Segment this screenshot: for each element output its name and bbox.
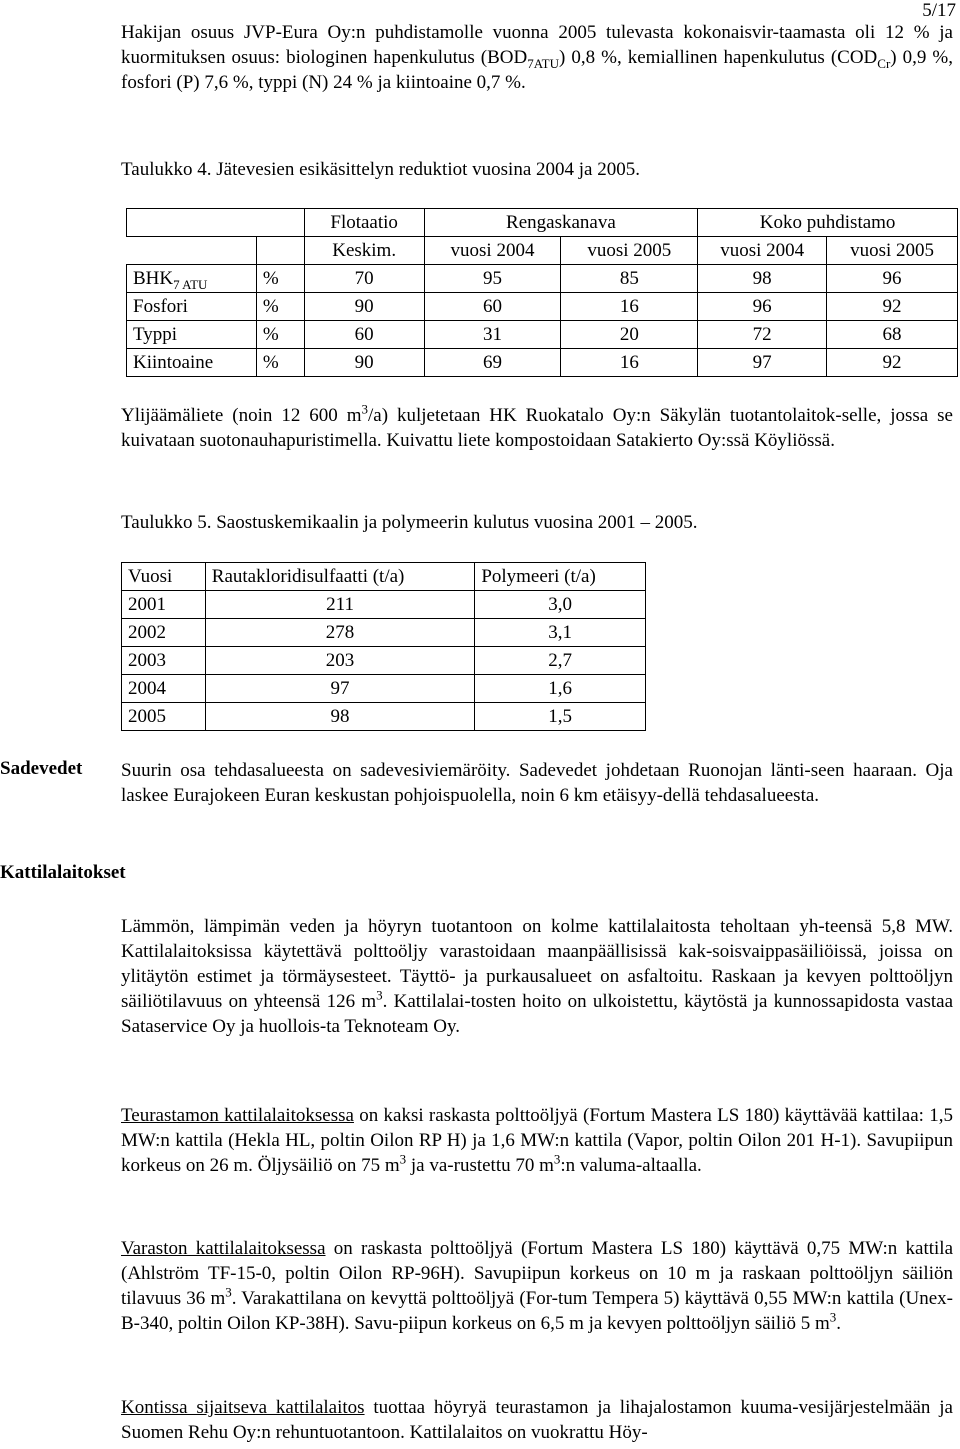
intro-text-1: Hakijan osuus JVP-Eura Oy:n puhdistamolle vuonna 2005 tulevasta kokonaisvir-taamasta oli 12 % ja kuormituksen osuus: biologinen hapenkulutus (BOD [121, 22, 953, 68]
sludge-text-2: /a) kuljetetaan HK Ruokatalo Oy:n Säkylän tuotantolaitok-selle, jossa se kuivataan suotonauhapuristimella. Kuivattu liete kompostoidaan Satakierto Oy:ssä Köyliössä. [121, 405, 953, 451]
table4-cell: 60 [424, 293, 561, 321]
table4-cell: 68 [827, 321, 958, 349]
page-number: 5/17 [922, 0, 956, 21]
table5-cell: 2004 [122, 675, 206, 703]
sludge-superscript: 3 [361, 401, 369, 417]
table4-subheader: vuosi 2004 [698, 237, 827, 265]
table4-header-rengaskanava: Rengaskanava [424, 209, 698, 237]
table4-cell: 95 [424, 265, 561, 293]
table4-header-row-2 [127, 237, 958, 265]
table5-cell: 2002 [122, 619, 206, 647]
kattila-heading: Kattilalaitokset [0, 862, 126, 883]
table4-unit: % [256, 293, 304, 321]
teurastamon-link: Teurastamon kattilalaitoksessa [121, 1105, 354, 1126]
table4-subheader: vuosi 2005 [561, 237, 698, 265]
kontti-link: Kontissa sijaitseva kattilalaitos [121, 1397, 365, 1418]
table-row [122, 619, 646, 647]
table-row [122, 647, 646, 675]
table5-cell: 2,7 [475, 647, 646, 675]
table4-cell: 16 [561, 293, 698, 321]
kattila-paragraph-4: Kontissa sijaitseva kattilalaitos tuottaa höyryä teurastamon ja lihajalostamon kuuma-vesijärjestelmään ja Suomen Rehu Oy:n rehuntuotantoon. Kattilalaitos on vuokrattu Höy- [121, 1397, 953, 1443]
table4-cell: 97 [698, 349, 827, 377]
table4-unit: % [256, 265, 304, 293]
table5-caption: Taulukko 5. Saostuskemikaalin ja polymeerin kulutus vuosina 2001 – 2005. [121, 512, 698, 533]
table4-param: Fosfori [127, 293, 257, 321]
table5-cell: 2003 [122, 647, 206, 675]
table4-param: Typpi [127, 321, 257, 349]
table-row [127, 321, 958, 349]
intro-paragraph [121, 20, 953, 95]
table5-cell: 203 [205, 647, 475, 675]
table5-cell: 3,1 [475, 619, 646, 647]
table4-cell: 90 [304, 349, 424, 377]
table4-unit: % [256, 321, 304, 349]
table4-empty-cell [256, 237, 304, 265]
table5-cell: 3,0 [475, 591, 646, 619]
table4 [126, 208, 958, 377]
table4-cell: 96 [827, 265, 958, 293]
table5-header: Vuosi [122, 563, 206, 591]
table4-caption: Taulukko 4. Jätevesien esikäsittelyn reduktiot vuosina 2004 ja 2005. [121, 159, 640, 180]
table5-cell: 98 [205, 703, 475, 731]
table4-cell: 98 [698, 265, 827, 293]
table5-cell: 2001 [122, 591, 206, 619]
table4-cell: 31 [424, 321, 561, 349]
sadevedet-text: Suurin osa tehdasalueesta on sadevesiviemäröity. Sadevedet johdetaan Ruonojan länti-seen haaraan. Oja laskee Eurajokeen Euran keskustan pohjoispuolella, noin 6 km etäisyy-dellä tehdasalueesta. [121, 760, 953, 806]
table4-cell: 85 [561, 265, 698, 293]
table5-cell: 1,5 [475, 703, 646, 731]
table5-header: Polymeeri (t/a) [475, 563, 646, 591]
table4-cell: 16 [561, 349, 698, 377]
table4-param: $BHK_{7 ATU}$ [127, 265, 257, 293]
table4-header-flotaatio: Flotaatio [304, 209, 424, 237]
sadevedet-paragraph [121, 758, 953, 808]
table5-header-row [122, 563, 646, 591]
cod-subscript: Cr [877, 55, 891, 71]
table-row [122, 591, 646, 619]
kattila-paragraph-2: Teurastamon kattilalaitoksessa on kaksi raskasta polttoöljyä (Fortum Mastera LS 180) käyttävää kattilaa: 1,5 MW:n kattila (Hekla HL, poltin Oilon RP H) ja 1,6 MW:n kattila (Vapor, poltin Oilon 201 H-1). Savupiipun korkeus on 26 m. Öljysäiliö on 75 $m^3$ ja va-rustettu 70 $m^3:n$ valuma-altaalla. [121, 1105, 953, 1176]
table4-header-row-1 [127, 209, 958, 237]
table4-unit: % [256, 349, 304, 377]
table-row [127, 349, 958, 377]
table4-cell: 72 [698, 321, 827, 349]
table5-cell: 2005 [122, 703, 206, 731]
table-row [127, 265, 958, 293]
table4-cell: 92 [827, 293, 958, 321]
table4-subheader: vuosi 2004 [424, 237, 561, 265]
table4-cell: 60 [304, 321, 424, 349]
sadevedet-heading: Sadevedet [0, 758, 83, 779]
bod-subscript: 7ATU [527, 55, 559, 71]
table4-cell: 92 [827, 349, 958, 377]
table4-cell: 20 [561, 321, 698, 349]
kattila-paragraph-3: Varaston kattilalaitoksessa on raskasta polttoöljyä (Fortum Mastera LS 180) käyttävä 0,75 MW:n kattila (Ahlström TF-15-0, poltin Oilon RP-96H). Savupiipun korkeus on 10 m ja raskaan polttoöljyn säiliön tilavuus 36 $m^3$. Varakattilana on kevyttä polttoöljyä (For-tum Tempera 5) käyttävä 0,55 MW:n kattila (Unex-B-340, poltin Oilon KP-38H). Savu-piipun korkeus on 6,5 m ja kevyen polttoöljyn säiliö 5 $m^3$. [121, 1238, 954, 1334]
intro-text-2: ) 0,8 %, kemiallinen hapenkulutus (COD [559, 47, 878, 68]
table5-cell: 97 [205, 675, 475, 703]
sludge-paragraph [121, 403, 953, 453]
table4-param: Kiintoaine [127, 349, 257, 377]
kattila-paragraph-1: Lämmön, lämpimän veden ja höyryn tuotantoon on kolme kattilalaitosta teholtaan yh-teensä 5,8 MW. Kattilalaitoksissa käytettävä polttoöljy varastoidaan maanpäällisissä kak-soisvaippasäiliöissä, joissa on ylitäytön estimet ja törmäysesteet. Täyttö- ja purkausalueet on asfaltoitu. Raskaan ja kevyen polttoöljyn säiliötilavuus on yhteensä 126 $m^3$. Kattilalai-tosten hoito on ulkoistettu, käytöstä ja kunnossapidosta vastaa Sataservice Oy ja huollois-ta Teknoteam Oy. [121, 916, 954, 1037]
varaston-link: Varaston kattilalaitoksessa [121, 1238, 326, 1259]
table5-header: Rautakloridisulfaatti (t/a) [205, 563, 475, 591]
table4-cell: 90 [304, 293, 424, 321]
table4-empty-corner [127, 209, 305, 237]
table4-subheader: vuosi 2005 [827, 237, 958, 265]
table5-cell: 1,6 [475, 675, 646, 703]
table5 [121, 562, 646, 731]
table4-cell: 96 [698, 293, 827, 321]
intro-text-3: ) 0,9 %, fosfori (P) 7,6 %, typpi (N) 24 % ja kiintoaine 0,7 %. [121, 47, 954, 93]
table-row [127, 293, 958, 321]
table4-header-koko: Koko puhdistamo [698, 209, 958, 237]
table-row [122, 675, 646, 703]
table4-cell: 69 [424, 349, 561, 377]
table5-cell: 211 [205, 591, 475, 619]
table-row [122, 703, 646, 731]
table4-subheader: Keskim. [304, 237, 424, 265]
sludge-text-1: Ylijäämäliete (noin 12 600 m [121, 405, 362, 426]
table4-empty-cell [127, 237, 257, 265]
table4-cell: 70 [304, 265, 424, 293]
table5-cell: 278 [205, 619, 475, 647]
